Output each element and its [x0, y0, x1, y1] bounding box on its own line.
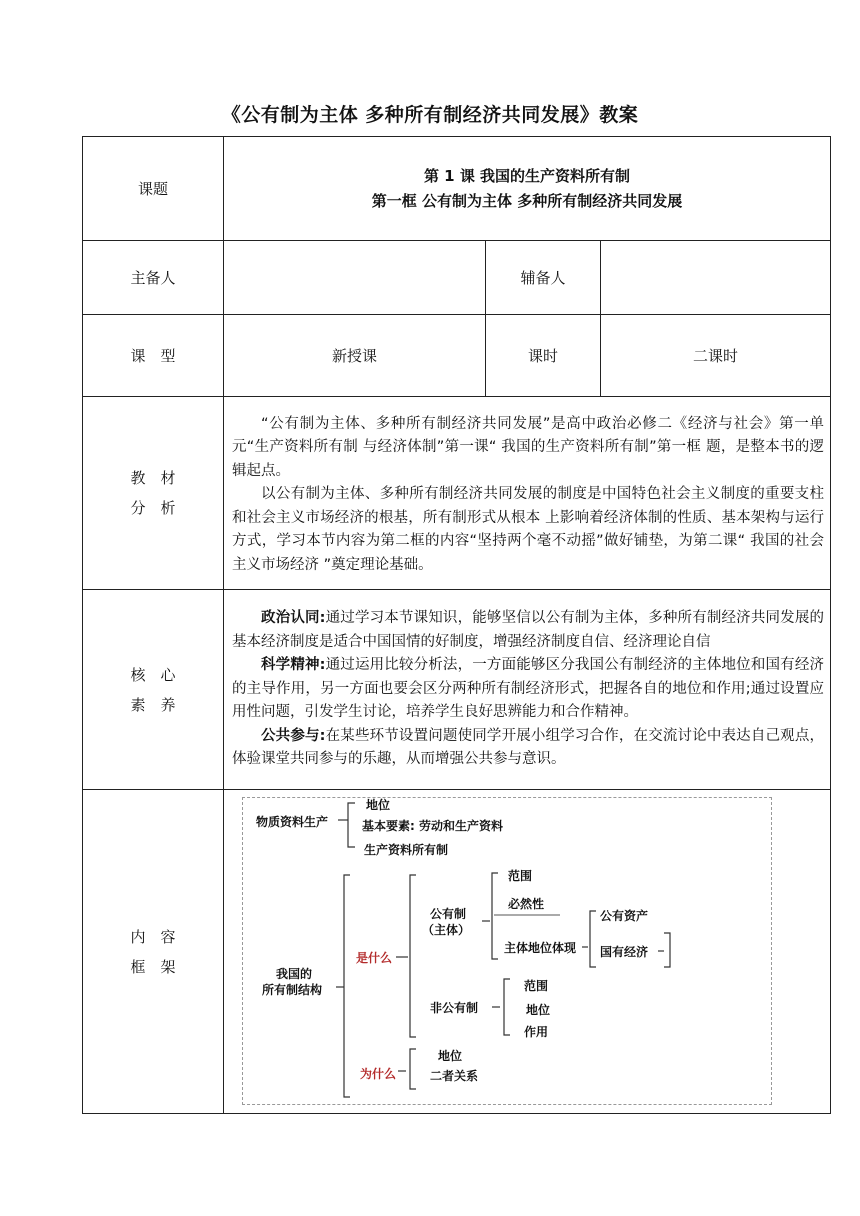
mm-why: 为什么 — [360, 1066, 397, 1081]
label-line: 核 心 — [130, 665, 176, 684]
topic-value — [224, 137, 831, 241]
analysis-paragraph: “公有制为主体、多种所有制经济共同发展”是高中政治必修二《经济与社会》第一单元“生产资料所有制 与经济体制”第一课“ 我国的生产资料所有制”第一框 题，是整本书的逻辑起点。 — [232, 415, 825, 479]
mm-what: 是什么 — [356, 950, 393, 965]
lesson-type-label: 课 型 — [83, 315, 224, 397]
main-preparer-label: 主备人 — [83, 241, 224, 315]
content-framework-label — [83, 790, 224, 1114]
topic-frame-line: 第一框 公有制为主体 多种所有制经济共同发展 — [371, 191, 683, 210]
assistant-preparer-label: 辅备人 — [486, 241, 601, 315]
mm-nonpublic-scope: 范围 — [524, 978, 549, 993]
textbook-analysis-label — [83, 397, 224, 590]
literacy-item — [224, 654, 830, 725]
literacy-item — [224, 607, 830, 654]
class-hours-value: 二课时 — [601, 315, 831, 397]
topic-row — [83, 137, 831, 241]
mm-material-production: 物质资料生产 — [256, 814, 329, 829]
content-framework-row — [83, 790, 831, 1114]
mm-root-line1: 我国的 — [276, 966, 313, 981]
preparers-row — [83, 241, 831, 315]
assistant-preparer-value — [601, 241, 831, 315]
core-literacy-label — [83, 590, 224, 790]
mm-public-scope: 范围 — [508, 868, 533, 883]
literacy-key: 公共参与: — [261, 727, 326, 744]
main-preparer-value — [224, 241, 486, 315]
label-line: 分 析 — [130, 499, 176, 517]
mm-public-assets: 公有资产 — [600, 908, 649, 923]
topic-label: 课题 — [83, 137, 224, 241]
label-line: 素 养 — [130, 695, 176, 714]
textbook-analysis-content — [224, 397, 831, 590]
mm-dominance: 主体地位体现 — [504, 940, 577, 955]
mm-public-line2: （主体） — [422, 922, 471, 937]
document-title: 《公有制为主体 多种所有制经济共同发展》教案 — [221, 104, 639, 126]
textbook-analysis-row — [83, 397, 831, 590]
mm-position: 地位 — [366, 797, 391, 812]
mm-basic-elements: 基本要素: 劳动和生产资料 — [362, 818, 503, 833]
mm-why-relation: 二者关系 — [430, 1068, 479, 1083]
label-line: 内 容 — [130, 927, 176, 946]
mm-ownership: 生产资料所有制 — [364, 842, 449, 857]
lesson-type-row — [83, 315, 831, 397]
core-literacy-row — [83, 590, 831, 790]
literacy-text: 在某些环节设置问题使同学开展小组学习合作，在交流讨论中表达自己观点，体验课堂共同参与的乐趣，从而增强公共参与意识。 — [232, 727, 825, 768]
class-hours-label: 课时 — [486, 315, 601, 397]
literacy-text: 通过运用比较分析法，一方面能够区分我国公有制经济的主体地位和国有经济的主导作用，另一方面也要会区分两种所有制经济形式，把握各自的地位和作用;通过设置应用性问题，引发学生讨论，培养学生良好思辨能力和合作精神。 — [232, 657, 825, 721]
core-literacy-content — [224, 590, 831, 790]
mind-map — [224, 791, 830, 1113]
literacy-key: 科学精神: — [261, 657, 326, 674]
literacy-key: 政治认同: — [261, 610, 326, 627]
literacy-item — [224, 725, 830, 772]
mm-root-line2: 所有制结构 — [262, 982, 323, 997]
label-line: 框 架 — [130, 957, 176, 976]
mm-state-economy: 国有经济 — [600, 944, 649, 959]
mm-nonpublic: 非公有制 — [430, 1000, 479, 1015]
label-line: 教 材 — [130, 469, 176, 487]
lesson-type-value: 新授课 — [224, 315, 486, 397]
literacy-text: 通过学习本节课知识，能够坚信以公有制为主体，多种所有制经济共同发展的基本经济制度是适合中国国情的好制度，增强经济制度自信、经济理论自信 — [232, 610, 825, 650]
topic-lesson-line: 第 1 课 我国的生产资料所有制 — [423, 166, 631, 185]
analysis-paragraph: 以公有制为主体、多种所有制经济共同发展的制度是中国特色社会主义制度的重要支柱和社会主义市场经济的根基，所有制形式从根本 上影响着经济体制的性质、基本架构与运行方式，学习本节内容为第二框的内容“坚持两个毫不动摇”做好铺垫，为第二课“ 我国的社会主义市场经济 ”奠定理论基础。 — [232, 486, 825, 573]
lesson-plan-table — [82, 136, 831, 1114]
mm-why-position: 地位 — [438, 1048, 463, 1063]
mm-public-line1: 公有制 — [430, 906, 467, 921]
mm-necessity: 必然性 — [508, 896, 545, 911]
mm-nonpublic-position: 地位 — [526, 1002, 551, 1017]
content-framework-cell — [224, 790, 831, 1114]
mm-nonpublic-role: 作用 — [524, 1024, 549, 1039]
